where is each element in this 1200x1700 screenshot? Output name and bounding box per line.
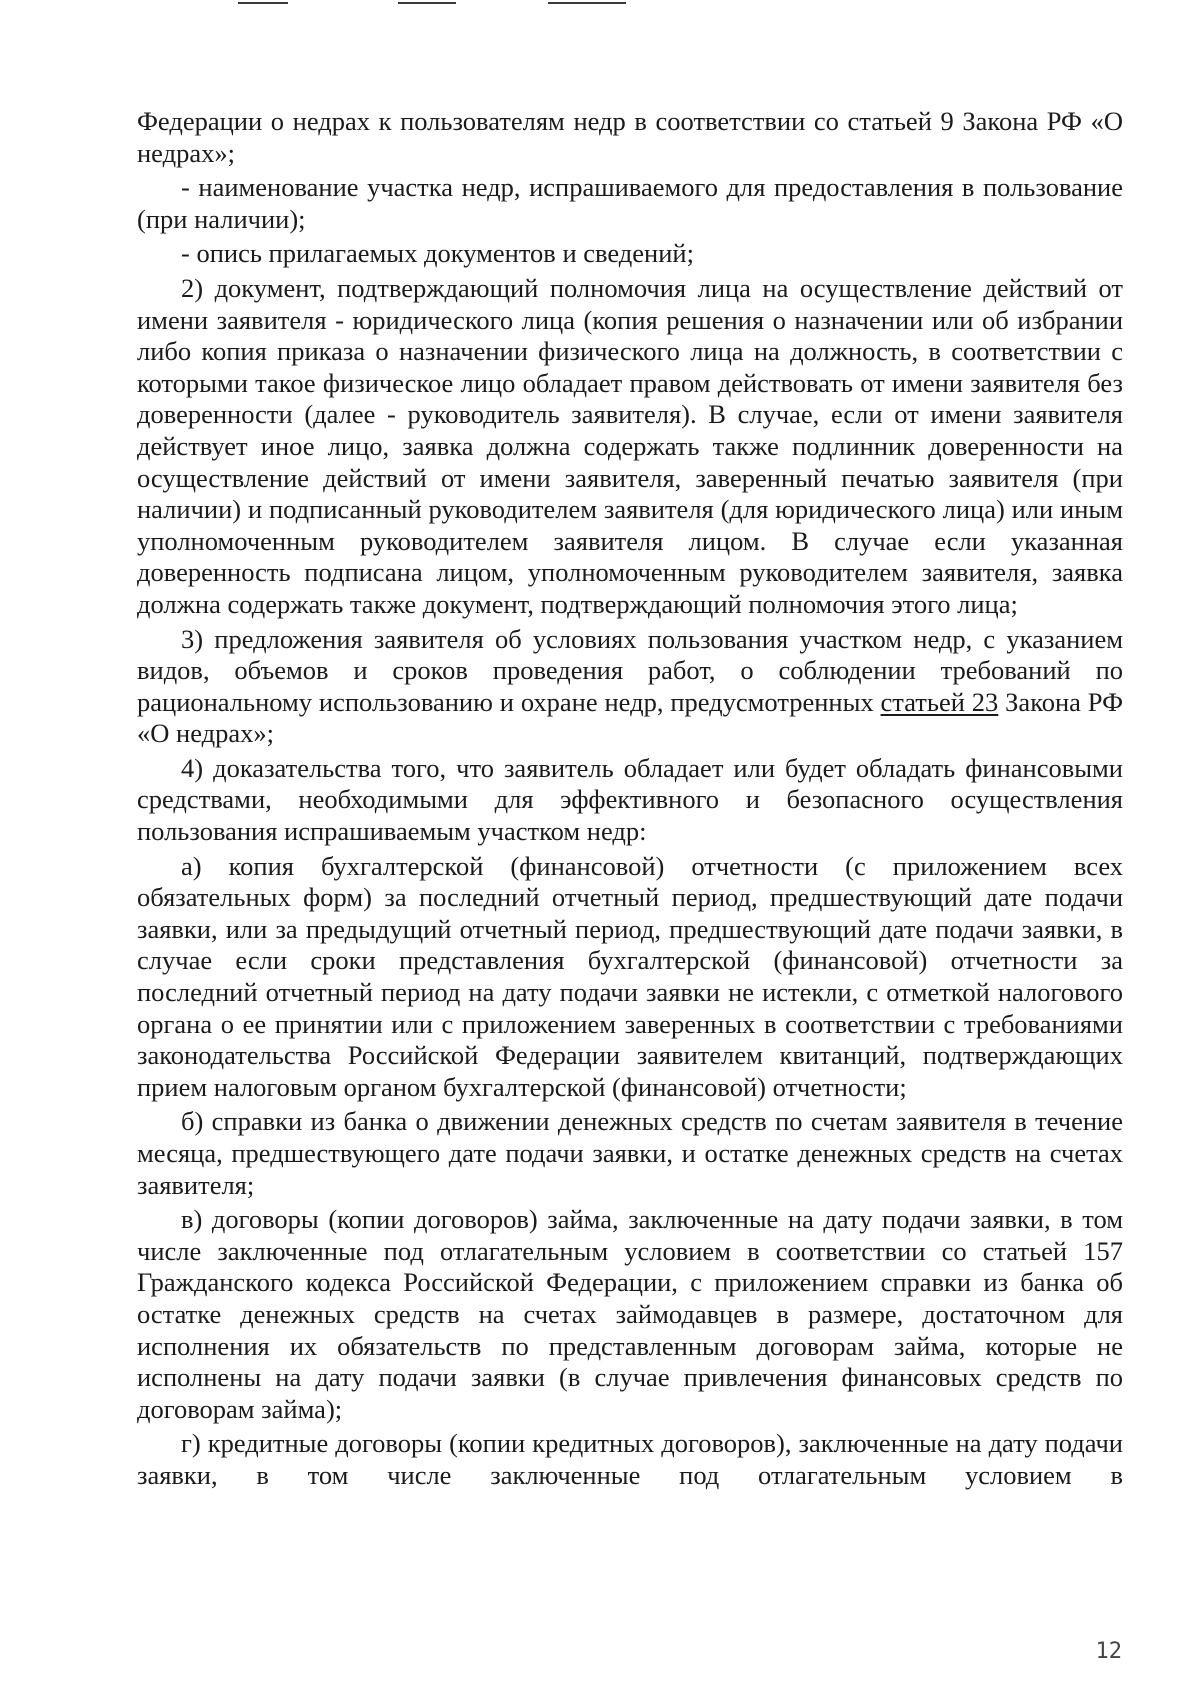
paragraph-item-4b: б) справки из банка о движении денежных средств по счетам заявителя в течение месяца, предшествующего дате подачи заявки, и остатке денежных средств на счетах заявителя; (137, 1106, 1123, 1200)
document-body (137, 106, 1123, 1492)
paragraph-item-2: 2) документ, подтверждающий полномочия лица на осуществление действий от имени заявителя - юридического лица (копия решения о назначении или об избрании либо копия приказа о назначении физического лица на должность, в соответствии с которыми такое физическое лицо обладает правом действовать от имени заявителя без доверенности (далее - руководитель заявителя). В случае, если от имени заявителя действует иное лицо, заявка должна содержать также подлинник доверенности на осуществление действий от имени заявителя, заверенный печатью заявителя (при наличии) и подписанный руководителем заявителя (для юридического лица) или иным уполномоченным руководителем заявителя лицом. В случае если указанная доверенность подписана лицом, уполномоченным руководителем заявителя, заявка должна содержать также документ, подтверждающий полномочия этого лица; (137, 272, 1123, 619)
law-article-link[interactable]: статьей 23 (880, 686, 999, 717)
paragraph-item-3 (137, 624, 1123, 750)
scan-artifact-line (398, 2, 456, 4)
paragraph-item-3-text-before: 3) предложения заявителя об условиях пользования участком недр, с указанием видов, объемов и сроков проведения работ, о соблюдении требований по рациональному использованию и охране недр, предусмотренных (137, 623, 1123, 717)
paragraph-item-inventory: - опись прилагаемых документов и сведений; (181, 238, 694, 269)
paragraph-item-4: 4) доказательства того, что заявитель обладает или будет обладать финансовыми средствами, необходимыми для эффективного и безопасного осуществления пользования испрашиваемым участком недр: (137, 752, 1123, 847)
scan-artifact-line (238, 2, 288, 4)
page-number: 12 (1095, 1639, 1122, 1664)
paragraph-item-subject-name: - наименование участка недр, испрашиваемого для предоставления в пользование (при наличии); (137, 172, 1123, 234)
paragraph-item-4a: а) копия бухгалтерской (финансовой) отчетности (с приложением всех обязательных форм) за последний отчетный период, предшествующий дате подачи заявки, или за предыдущий отчетный период, предшествующий дате подачи заявки, в случае если сроки представления бухгалтерской (финансовой) отчетности за последний отчетный период на дату подачи заявки не истекли, с отметкой налогового органа о ее принятии или с приложением заверенных в соответствии с требованиями законодательства Российской Федерации заявителем квитанций, подтверждающих прием налоговым органом бухгалтерской (финансовой) отчетности; (137, 850, 1123, 1102)
scan-artifact-line (548, 2, 626, 4)
paragraph-item-3-text-after: Закона РФ «О недрах»; (137, 686, 1124, 749)
paragraph-item-4g: г) кредитные договоры (копии кредитных договоров), заключенные на дату подачи заявки, в том числе заключенные под отлагательным условием в (137, 1428, 1123, 1490)
paragraph-continuation: Федерации о недрах к пользователям недр в соответствии со статьей 9 Закона РФ «О недрах»; (137, 106, 1123, 168)
paragraph-item-4v: в) договоры (копии договоров) займа, заключенные на дату подачи заявки, в том числе заключенные под отлагательным условием в соответствии со статьей 157 Гражданского кодекса Российской Федерации, с приложением справки из банка об остатке денежных средств на счетах займодавцев в размере, достаточном для исполнения их обязательств по представленным договорам займа, которые не исполнены на дату подачи заявки (в случае привлечения финансовых средств по договорам займа); (137, 1204, 1123, 1424)
